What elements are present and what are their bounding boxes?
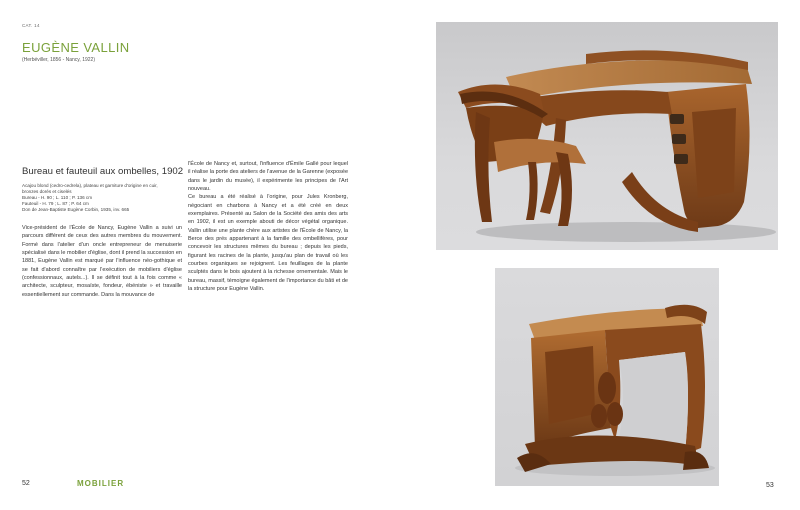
spec-line: Fauteuil - H. 79 ; L. 87 ; P. 64 cm xyxy=(22,201,89,207)
artist-name: EUGÈNE VALLIN xyxy=(22,40,130,55)
section-title: MOBILIER xyxy=(77,479,125,488)
catalogue-number: CAT. 14 xyxy=(22,23,40,28)
page-number-right: 53 xyxy=(766,482,774,489)
desk-and-armchair-illustration xyxy=(436,22,778,250)
paragraph: Ce bureau a été réalisé à l'origine, pour Jules Kronberg, négociant en charbons à Nancy et a été créé en deux exemplaires. Présenté au Salon de la Société des amis des arts en 1902, il est un exemple abouti de décor végétal organique. Vallin utilise une plante chère aux artistes de l'École de Nancy, la Berce des prés appartenant à la famille des ombellifères, pour concevoir les structures mêmes du bureau ; depuis les pieds, figurant les racines de la plante, jusqu'au plan de travail où les courbes organiques se rejoignent. Les feuillages de la plante sculptés dans le bois ajoutent à la richesse ornementale. Mais le bureau, massif, témoigne également de l'importance du bâti et de la structure pour Eugène Vallin. xyxy=(188,194,348,293)
artist-dates: (Herbéviller, 1856 - Nancy, 1922) xyxy=(22,57,95,63)
text-column-left xyxy=(22,224,182,299)
work-specifications xyxy=(22,183,192,213)
page-number-left: 52 xyxy=(22,480,30,487)
spec-line: Don de Jean-Baptiste Eugène Corbin, 1935, inv. 665 xyxy=(22,207,130,213)
spec-line: bronzes dorés et ciselés xyxy=(22,189,72,195)
work-title: Bureau et fauteuil aux ombelles, 1902 xyxy=(22,166,184,177)
desk-back-view-photo xyxy=(495,268,719,486)
spec-line: Bureau - H. 90 ; L. 110 ; P. 136 cm xyxy=(22,195,93,201)
desk-back-view-illustration xyxy=(495,268,719,486)
desk-and-armchair-photo xyxy=(436,22,778,250)
paragraph: l'École de Nancy et, surtout, l'influence d'Émile Gallé pour lequel il réalise la porte des ateliers de l'avenue de la Garenne (exposée dans le jardin du musée), il expérimente les principes de l'Art nouveau. xyxy=(188,161,348,193)
spec-line: Acajou blond (cedro-cedrela), plateau et garniture d'origine en cuir, xyxy=(22,183,158,188)
text-column-right xyxy=(188,160,348,294)
paragraph: Vice-président de l'École de Nancy, Eugène Vallin a suivi un parcours différent de ceux des autres membres du mouvement. Formé dans l'atelier d'un oncle entrepreneur de menuiserie spécialisé dans le mobilier d'église, dont il prend la succession en 1881, Eugène Vallin est marqué par l'influence néo-gothique et se fait d'abord connaître par l'exécution de mobiliers d'église (confessionnaux, autels...). Il se définit tout à la fois comme « architecte, sculpteur, mosaïste, fondeur, ébéniste » et travaille essentiellement sur commande. Dans la mouvance de xyxy=(22,225,182,298)
